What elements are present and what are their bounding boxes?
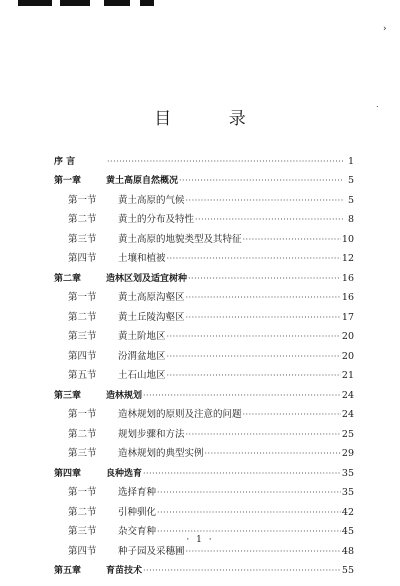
toc-entry-number: 第三节 — [68, 233, 97, 245]
toc-entry-number: 第二节 — [68, 428, 97, 440]
toc-page-number: 55 — [341, 565, 354, 576]
leader-dots — [167, 370, 341, 382]
toc-page-number: 5 — [347, 194, 354, 206]
toc-page-number: 10 — [341, 233, 354, 245]
toc-entry-title: 规划步骤和方法 — [118, 428, 185, 440]
toc-page-number: 16 — [341, 292, 354, 303]
scan-edge-bar — [140, 0, 154, 6]
scan-edge-bar — [104, 0, 130, 6]
toc-chapter-row — [54, 265, 354, 285]
leader-dots — [243, 409, 341, 421]
toc-entry-title: 黄土阶地区 — [118, 331, 166, 342]
toc-entry-title: 黄土丘陵沟壑区 — [118, 311, 185, 323]
toc-entry-number: 第四节 — [68, 350, 97, 362]
toc-entry-title: 良种选育 — [106, 468, 143, 479]
toc-entry-number: 第一章 — [54, 176, 82, 186]
toc-entry-title: 育苗技术 — [106, 566, 143, 576]
leader-dots — [205, 448, 341, 460]
toc-chapter-row — [54, 148, 354, 168]
leader-dots — [188, 273, 341, 285]
toc-page-number: 20 — [341, 331, 354, 342]
toc-entry-number: 第一节 — [68, 292, 97, 303]
toc-section-row — [54, 285, 354, 305]
toc-page-number: 45 — [341, 526, 354, 537]
toc-page-number: 35 — [341, 487, 354, 498]
toc-entry-number: 第二节 — [68, 214, 97, 225]
toc-entry-title: 黄土高原的地貌类型及其特征 — [118, 233, 242, 245]
toc-section-row — [54, 402, 354, 422]
toc-page-number: 17 — [341, 311, 354, 323]
toc-section-row — [54, 324, 354, 344]
toc-entry-number: 第五节 — [68, 370, 97, 381]
toc-entry-number: 第二节 — [68, 311, 97, 323]
toc-page-number: 8 — [347, 214, 354, 225]
toc-page-number: 12 — [341, 253, 354, 264]
leader-dots — [186, 429, 341, 441]
toc-page-number: 35 — [341, 467, 354, 479]
leader-dots — [186, 546, 341, 558]
toc-page-number: 24 — [341, 389, 354, 401]
toc-entry-number: 第二章 — [54, 273, 82, 284]
scan-edge-bar — [18, 0, 52, 6]
toc-section-row — [54, 421, 354, 441]
toc-entry-number: 第一节 — [68, 487, 97, 498]
toc-entry-number: 第三节 — [68, 331, 97, 342]
toc-entry-number: 第一节 — [68, 194, 97, 206]
toc-entry-number: 第一节 — [68, 409, 97, 420]
scan-mark: . — [376, 100, 379, 109]
toc-entry-title: 引种驯化 — [118, 506, 157, 518]
toc-section-row — [54, 441, 354, 461]
toc-entry-title: 汾渭盆地区 — [118, 350, 166, 362]
toc-page-number: 5 — [347, 175, 354, 186]
leader-dots — [167, 331, 341, 343]
toc-entry-title: 造林规划的典型实例 — [118, 448, 204, 459]
toc-section-row — [54, 226, 354, 246]
toc-page-number: 21 — [341, 370, 354, 381]
toc-page-number: 1 — [347, 155, 354, 167]
toc-entry-number: 第三节 — [68, 526, 97, 537]
leader-dots — [186, 312, 341, 324]
leader-dots — [243, 234, 341, 246]
toc-entry-title: 种子园及采穗圃 — [118, 545, 185, 557]
toc-section-row — [54, 246, 354, 266]
toc-entry-title: 造林规划的原则及注意的问题 — [118, 409, 242, 420]
toc-entry-title: 造林区划及适宜树种 — [106, 273, 188, 284]
leader-dots — [186, 292, 341, 304]
toc-entry-title: 黄土的分布及特性 — [118, 214, 195, 225]
toc-page-number: 20 — [341, 350, 354, 362]
toc-entry-title: 黄土高原的气候 — [118, 194, 185, 206]
toc-page-number: 29 — [341, 448, 354, 459]
leader-dots — [195, 214, 343, 226]
scan-edge-bar — [60, 0, 90, 6]
leader-dots — [157, 507, 341, 519]
leader-dots — [167, 351, 341, 363]
leader-dots — [143, 468, 341, 480]
toc-entry-number: 第四节 — [68, 253, 97, 264]
toc-chapter-row — [54, 382, 354, 402]
toc-entry-title: 黄土高原沟壑区 — [118, 292, 185, 303]
toc-entry-title: 土壤和植被 — [118, 253, 166, 264]
toc-page-number: 48 — [341, 545, 354, 557]
leader-dots — [179, 175, 343, 187]
toc-entry-number: 第三节 — [68, 448, 97, 459]
toc-entry-title: 选择育种 — [118, 487, 157, 498]
leader-dots — [143, 565, 341, 577]
toc-entry-title: 造林规划 — [106, 390, 143, 401]
page-number: · 1 · — [186, 535, 214, 545]
leader-dots — [167, 253, 341, 265]
page-title: 目 录 — [154, 109, 272, 129]
toc-entry-number: 第三章 — [54, 390, 82, 401]
toc-entry-number: 第四章 — [54, 468, 82, 479]
toc-page-number: 16 — [341, 272, 354, 284]
table-of-contents — [54, 148, 354, 577]
toc-entry-title: 杂交育种 — [118, 526, 157, 537]
scan-mark: › — [383, 24, 387, 34]
toc-page-number: 25 — [341, 428, 354, 440]
toc-entry-title: 土石山地区 — [118, 370, 166, 381]
toc-chapter-row — [54, 168, 354, 188]
leader-dots — [107, 156, 343, 168]
toc-section-row — [54, 499, 354, 519]
toc-section-row — [54, 304, 354, 324]
toc-page-number: 42 — [341, 506, 354, 518]
leader-dots — [157, 487, 341, 499]
toc-page-number: 24 — [341, 409, 354, 420]
toc-section-row — [54, 480, 354, 500]
toc-entry-number: 序 言 — [54, 156, 76, 167]
toc-entry-number: 第二节 — [68, 506, 97, 518]
toc-section-row — [54, 187, 354, 207]
toc-entry-title: 黄土高原自然概况 — [106, 176, 179, 186]
toc-entry-number: 第五章 — [54, 566, 82, 576]
toc-chapter-row — [54, 558, 354, 578]
toc-section-row — [54, 207, 354, 227]
leader-dots — [143, 390, 341, 402]
leader-dots — [186, 195, 343, 207]
toc-chapter-row — [54, 460, 354, 480]
toc-entry-number: 第四节 — [68, 545, 97, 557]
toc-section-row — [54, 363, 354, 383]
toc-section-row — [54, 343, 354, 363]
